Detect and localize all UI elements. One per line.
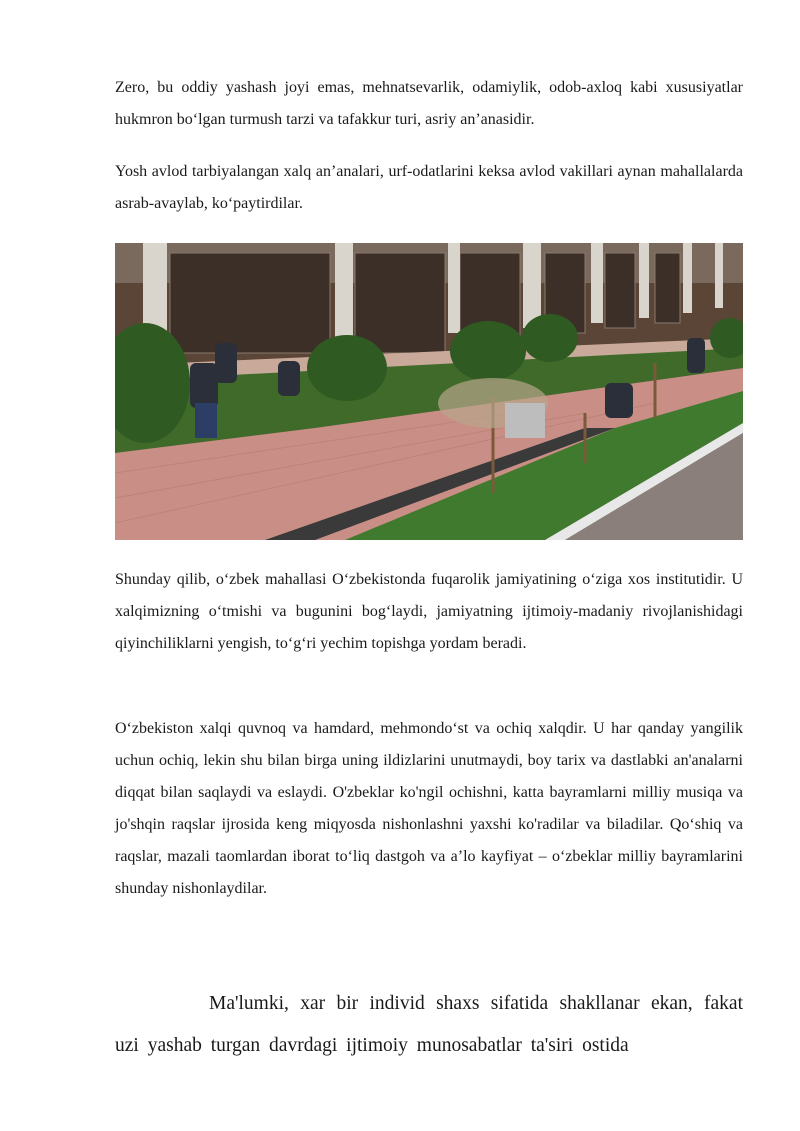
paragraph-1: Zero, bu oddiy yashash joyi emas, mehnatsevarlik, odamiylik, odob-axloq kabi xususiyatlar hukmron bo‘lgan turmush tarzi va tafakkur turi, asriy an’anasidir. <box>115 79 743 128</box>
paragraph-5: Ma'lumki, xar bir individ shaxs sifatida shakllanar ekan, fakat uzi yashab turgan davrdagi ijtimoiy munosabatlar ta'siri ostida <box>115 993 743 1056</box>
paragraph-3: Shunday qilib, o‘zbek mahallasi O‘zbekistonda fuqarolik jamiyatining o‘ziga xos institutidir. U xalqimizning o‘tmishi va bugunini bog‘laydi, jamiyatning ijtimoiy-madaniy rivojlanishidagi qiyinchiliklarni yengish, to‘g‘ri yechim topishga yordam beradi. <box>115 571 743 652</box>
paragraph-2: Yosh avlod tarbiyalangan xalq an’analari, urf-odatlarini keksa avlod vakillari aynan mahallalarda asrab-avaylab, ko‘paytirdilar. <box>115 163 743 212</box>
paragraph-4: O‘zbekiston xalqi quvnoq va hamdard, mehmondo‘st va ochiq xalqdir. U har qanday yangilik uchun ochiq, lekin shu bilan birga uning ildizlarini unutmaydi, boy tarix va dastlabki an'analarni diqqat bilan saqlaydi va eslaydi. O'zbeklar ko'ngil ochishni, katta bayramlarni milliy musiqa va jo'shqin raqslar ijrosida keng miqyosda nishonlashni yaxshi ko'radilar va biladilar. Qo‘shiq va raqslar, mazali taomlardan iborat to‘liq dastgoh va a’lo kayfiyat – o‘zbeklar milliy bayramlarini shunday nishonlaydilar. <box>115 720 743 897</box>
photo-mahalla-gardening <box>115 243 743 540</box>
photo-illustration <box>115 243 743 540</box>
